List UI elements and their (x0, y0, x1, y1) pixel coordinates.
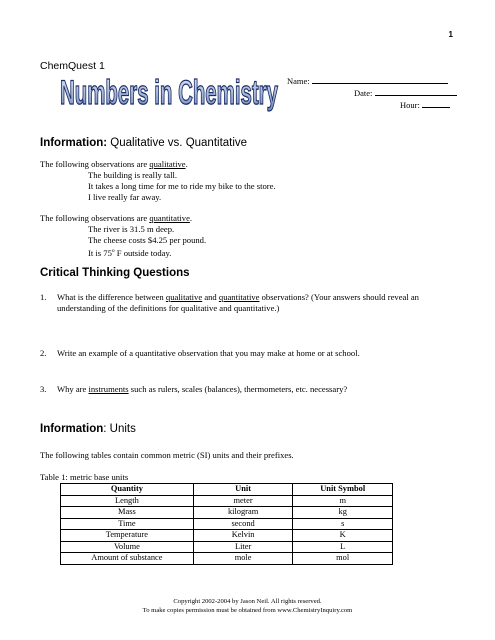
date-label: Date: (354, 88, 373, 98)
quantitative-intro (40, 213, 192, 224)
table-cell: Length (61, 495, 194, 507)
section-heading-ctq: Critical Thinking Questions (40, 267, 190, 279)
column-header: Unit Symbol (293, 484, 393, 496)
intro-text: The following observations are (40, 159, 150, 169)
date-field[interactable] (354, 87, 457, 98)
name-label: Name: (287, 76, 310, 86)
table-cell: meter (193, 495, 293, 507)
heading-bold: Information: (40, 137, 108, 149)
table-cell: kilogram (193, 507, 293, 519)
table-cell: kg (293, 507, 393, 519)
intro-period: . (185, 159, 188, 169)
course-label: ChemQuest 1 (40, 60, 105, 72)
heading-rest: Qualitative vs. Quantitative (107, 137, 248, 149)
table-cell: Temperature (61, 530, 194, 542)
question-3 (40, 384, 348, 395)
page-title: Numbers in Chemistry (60, 74, 279, 112)
question-text (57, 384, 347, 395)
q-text: such as rulers, scales (balances), thermometers, etc. necessary? (128, 384, 348, 394)
qualitative-item: The building is really tall. (88, 170, 178, 180)
table-cell: Volume (61, 541, 194, 553)
table-cell: Amount of substance (61, 553, 194, 565)
table-cell: Kelvin (193, 530, 293, 542)
qualitative-item: I live really far away. (88, 192, 162, 202)
table-cell: s (293, 518, 393, 530)
temp-text: It is 75 (88, 247, 112, 258)
intro-period: . (189, 213, 193, 223)
name-field[interactable] (287, 75, 448, 86)
quantitative-item: The river is 31.5 m deep. (88, 224, 175, 234)
question-text (57, 292, 452, 314)
metric-units-table (60, 483, 393, 565)
date-blank[interactable] (375, 87, 457, 96)
question-1 (40, 292, 452, 314)
question-text: Write an example of a quantitative observation that you may make at home or at school. (57, 348, 360, 358)
table-cell: Mass (61, 507, 194, 519)
degree-sup: o (111, 248, 115, 254)
table-cell: second (193, 518, 293, 530)
table-cell: Liter (193, 541, 293, 553)
quantitative-term: quantitative (149, 213, 190, 223)
table-cell: K (293, 530, 393, 542)
column-header: Quantity (61, 484, 194, 496)
name-blank[interactable] (312, 75, 448, 84)
table-row (61, 518, 393, 530)
footer-permission: To make copies permission must be obtained from www.ChemistryInquiry.com (142, 607, 353, 614)
section-heading-units (40, 423, 136, 435)
table-caption: Table 1: metric base units (40, 472, 129, 482)
qualitative-term: qualitative (149, 159, 186, 169)
question-2 (40, 348, 360, 359)
table-cell: mole (193, 553, 293, 565)
qualitative-term: qualitative (165, 292, 203, 302)
table-row (61, 507, 393, 519)
table-row (61, 495, 393, 507)
heading-rest: : Units (103, 423, 136, 435)
quantitative-item (88, 246, 171, 259)
table-header-row (61, 484, 393, 496)
column-header: Unit (193, 484, 293, 496)
hour-field[interactable] (400, 99, 450, 110)
qualitative-item: It takes a long time for me to ride my bike to the store. (88, 181, 276, 191)
question-number: 1. (40, 292, 47, 302)
section-heading-qualitative (40, 137, 247, 149)
q-text: Why are (57, 384, 89, 394)
question-number: 2. (40, 348, 47, 358)
table-cell: m (293, 495, 393, 507)
units-intro: The following tables contain common metric (SI) units and their prefixes. (40, 450, 294, 460)
table-row (61, 553, 393, 565)
q-text: and (202, 292, 219, 302)
table-row (61, 541, 393, 553)
table-cell: Time (61, 518, 194, 530)
table-row (61, 530, 393, 542)
hour-label: Hour: (400, 100, 420, 110)
qualitative-intro (40, 159, 188, 170)
table-cell: mol (293, 553, 393, 565)
intro-text: The following observations are (40, 213, 150, 223)
quantitative-term: quantitative (218, 292, 260, 302)
temp-unit-text: F outside today. (114, 247, 172, 258)
question-number: 3. (40, 384, 47, 394)
q-text: observations? (Your answers should reveal an understanding of the definitions for qualitative and quantitative.) (57, 292, 419, 313)
title-wordart (56, 68, 282, 112)
heading-bold: Information (40, 423, 104, 435)
page-number: 1 (448, 30, 453, 39)
q-text: What is the difference between (57, 292, 166, 302)
footer-copyright: Copyright 2002-2004 by Jason Neil. All rights reserved. (173, 598, 322, 605)
quantitative-item: The cheese costs $4.25 per pound. (88, 235, 207, 245)
instruments-term: instruments (88, 384, 129, 394)
hour-blank[interactable] (422, 99, 450, 108)
table-cell: L (293, 541, 393, 553)
